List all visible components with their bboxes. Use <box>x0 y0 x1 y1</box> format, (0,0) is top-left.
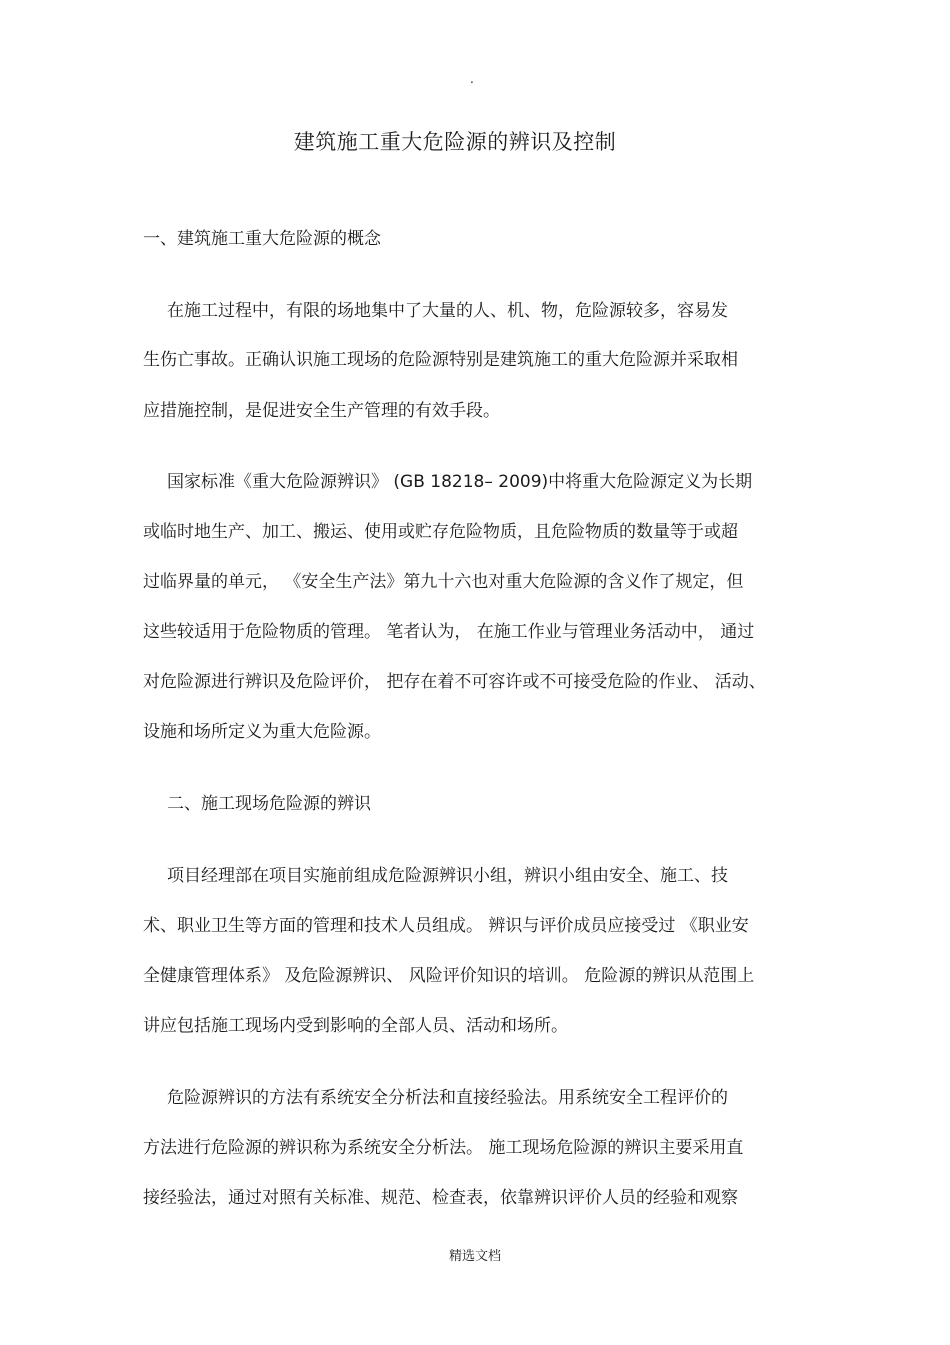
paragraph-line: 在施工过程中，有限的场地集中了大量的人、机、物，危险源较多，容易发 <box>167 301 728 321</box>
section-heading-1: 一、建筑施工重大危险源的概念 <box>143 229 381 249</box>
paragraph-line: 生伤亡事故。正确认识施工现场的危险源特别是建筑施工的重大危险源并采取相 <box>143 350 738 370</box>
paragraph-line: 国家标准《重大危险源辨识》 (GB 18218– 2009)中将重大危险源定义为长期 <box>167 472 753 492</box>
header-mark: . <box>470 72 474 86</box>
paragraph-line: 或临时地生产、加工、搬运、使用或贮存危险物质，且危险物质的数量等于或超 <box>143 522 738 542</box>
page-footer: 精选文档 <box>448 1249 501 1264</box>
paragraph-line: 术、职业卫生等方面的管理和技术人员组成。 辨识与评价成员应接受过 《职业安 <box>143 916 749 936</box>
paragraph-line: 方法进行危险源的辨识称为系统安全分析法。 施工现场危险源的辨识主要采用直 <box>143 1138 744 1158</box>
document-title: 建筑施工重大危险源的辨识及控制 <box>293 130 617 154</box>
paragraph-line: 接经验法，通过对照有关标准、规范、检查表，依靠辨识评价人员的经验和观察 <box>143 1188 738 1208</box>
paragraph-line: 项目经理部在项目实施前组成危险源辨识小组，辨识小组由安全、施工、技 <box>167 866 728 886</box>
paragraph-line: 对危险源进行辨识及危险评价， 把存在着不可容许或不可接受危险的作业、 活动、 <box>143 672 766 692</box>
paragraph-line: 讲应包括施工现场内受到影响的全部人员、活动和场所。 <box>143 1016 568 1036</box>
paragraph-line: 全健康管理体系》 及危险源辨识、 风险评价知识的培训。 危险源的辨识从范围上 <box>143 966 755 986</box>
paragraph-line: 过临界量的单元， 《安全生产法》第九十六也对重大危险源的含义作了规定，但 <box>143 572 744 592</box>
section-heading-2: 二、施工现场危险源的辨识 <box>167 794 371 814</box>
paragraph-line: 设施和场所定义为重大危险源。 <box>143 722 381 742</box>
paragraph-line: 应措施控制，是促进安全生产管理的有效手段。 <box>143 401 500 421</box>
paragraph-line: 危险源辨识的方法有系统安全分析法和直接经验法。用系统安全工程评价的 <box>167 1088 728 1108</box>
paragraph-line: 这些较适用于危险物质的管理。 笔者认为， 在施工作业与管理业务活动中， 通过 <box>143 622 755 642</box>
